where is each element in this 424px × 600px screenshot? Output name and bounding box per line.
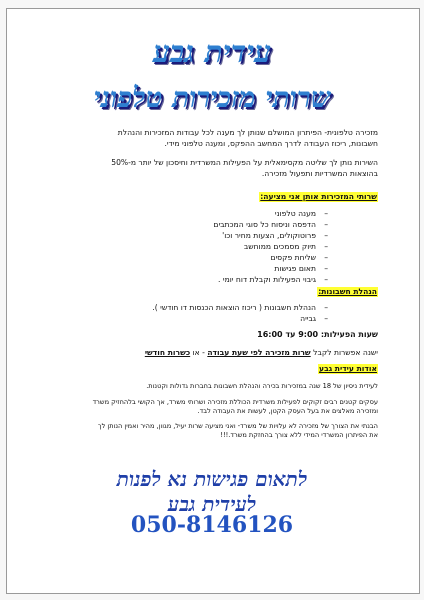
secretary-heading: שרותי המזכירות אותן אני מציעה: xyxy=(260,192,377,201)
list-item: – תאום פגישות xyxy=(148,263,328,274)
hours-value: 9:00 עד 16:00 xyxy=(257,330,319,339)
accounting-heading: הנהלת חשבונות: xyxy=(318,287,377,296)
about-heading: אודות עידית גבע xyxy=(319,364,377,373)
flyer-title-service: שרותי מזכירות טלפוני xyxy=(93,81,331,114)
option-prefix: ישנה אפשרות לקבל xyxy=(313,348,378,357)
about-line-4: הבנתי את הצורך של מזכירה לא עלויות של משרד- ואני מציעה שרות יעיל, מגוון, מהיר ואמין הנותן לך xyxy=(98,422,378,430)
intro-line-1: מזכירה טלפונית- הפיתרון המושלם שנותן לך מענה לכל עבודות המזכירות והנהלת xyxy=(117,128,378,137)
intro-line-3: השירות נותן לך שליטה מקסימאלית על הפעילות המשרדית וחיסכון של יותר מ-50% xyxy=(111,158,378,167)
about-line-5: את הפיתרון המשרדי המידי ללא צורך בהחזקת משרד.!!! xyxy=(220,431,378,439)
accounting-list xyxy=(148,302,328,324)
flyer-title-name: עידית גבע xyxy=(152,35,272,70)
cta-line-2: לעידית גבע xyxy=(167,492,257,516)
option-monthly: כשרות חודשי xyxy=(144,348,191,357)
list-item: – הדפסה וניסוח כל סוגי המכתבים xyxy=(148,219,328,230)
hours-label: שעות הפעילות: xyxy=(320,330,378,339)
hours-row xyxy=(48,330,378,340)
option-middle: - או xyxy=(192,348,205,357)
intro-line-4: בהוצאות המשרדיות ותפעול מזכירה. xyxy=(261,169,378,178)
list-item: – תיוק מסמכים ממוחשב xyxy=(148,241,328,252)
list-item: – פרוטוקולים, הצעות מחיר וכו' xyxy=(148,230,328,241)
list-item: – הנהלת חשבונות ( ריכוז הוצאות הכנסות דו חודשי ). xyxy=(148,302,328,313)
list-item: – גיבוי הפעילות וקבלת דוח יומי . xyxy=(148,274,328,285)
phone-number: 050-8146126 xyxy=(130,512,294,538)
about-line-2: עסקים קטנים רבים זקוקים לפעילות משרדית הכוללת מזכירה ושרותי משרד, אך הקושי בלהחזיק משרד xyxy=(92,398,378,406)
about-line-3: ומזכירה מאלצים את בעל העסק הקטן, לעשות את העבודה לבד. xyxy=(197,407,378,415)
list-item: – שליחת פקסים xyxy=(148,252,328,263)
about-line-1: לעידית ניסיון של 18 שנה במזכירות בכירה והנהלת חשבונות בחברות גדולות וקטנות. xyxy=(146,382,378,390)
list-item: – מענה טלפוני xyxy=(148,208,328,219)
about-heading-row xyxy=(48,364,378,374)
list-item: – גבייה xyxy=(148,313,328,324)
secretary-list xyxy=(148,208,328,285)
cta-line-1: לתאום פגישות נא לפנות xyxy=(116,467,308,491)
option-hourly: שרות מזכירה לפי שעת עבודה xyxy=(207,348,311,357)
secretary-heading-row xyxy=(48,192,378,202)
accounting-heading-row xyxy=(48,287,378,297)
option-row xyxy=(48,348,378,358)
intro-line-2: חשבונות, ריכוז העבודה לדרך המחשב ההפקס, ומענה טלפוני מידי. xyxy=(164,139,378,148)
